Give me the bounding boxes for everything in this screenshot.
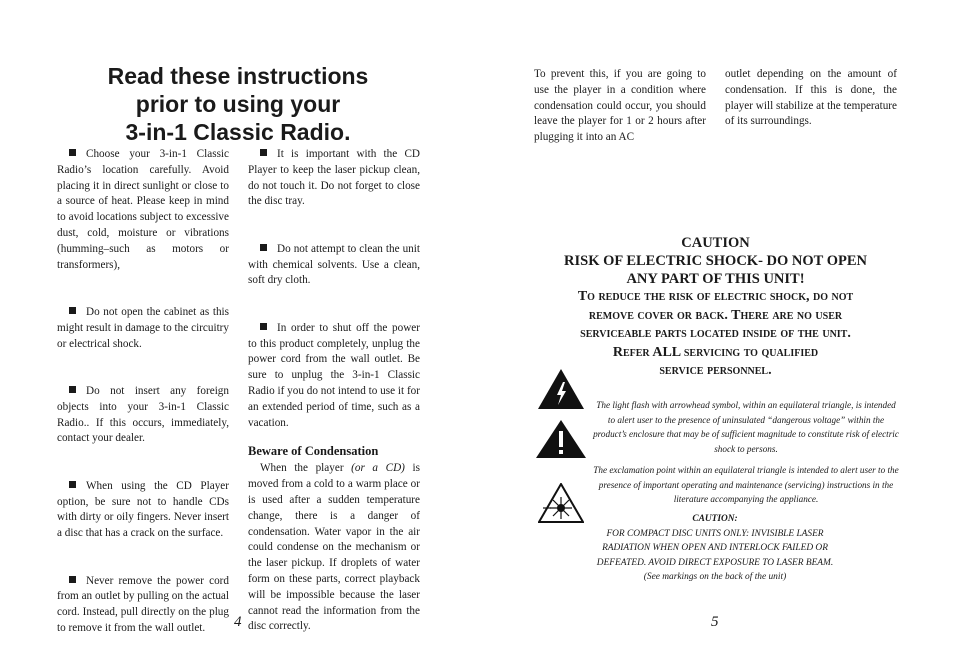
- laser-caution-line: DEFEATED. AVOID DIRECT EXPOSURE TO LASER BEAM.: [596, 557, 834, 568]
- caution-line: ANY PART OF THIS UNIT!: [626, 271, 805, 287]
- caution-block: [543, 234, 888, 381]
- lightning-warning-text: The light flash with arrowhead symbol, within an equilateral triangle, is intended to alert user to the presence of uninsulated “dangerous voltage” within the product’s enclosure that may be of sufficient magnitude to constitute risk of electric shock to persons.: [593, 400, 899, 454]
- square-bullet-icon: [69, 386, 76, 393]
- condensation-paragraph: When the player (or a CD) is moved from a cold to a warm place or is used after a sudden temperature change, there is a danger of condensation. Water vapor in the air could condense on the mechanism or the laser pickup. If droplets of water form on these parts, correct playback will be impossible because the laser cannot read the information from the disc correctly.: [248, 462, 420, 633]
- right-page: [477, 0, 954, 668]
- page-number: 4: [234, 614, 242, 630]
- caution-small-line: Refer ALL servicing to qualified: [612, 344, 819, 360]
- square-bullet-icon: [69, 307, 76, 314]
- condensation-heading: Beware of Condensation: [248, 444, 379, 459]
- title-line: prior to using your: [135, 91, 341, 117]
- square-bullet-icon: [69, 481, 76, 488]
- condensation-continued-col-1: To prevent this, if you are going to use the player in a condition where condensation could occur, you should leave the player for 1 or 2 hours after plugging it into an AC: [534, 68, 706, 144]
- square-bullet-icon: [260, 323, 267, 330]
- caution-small-line: service personnel.: [659, 363, 772, 379]
- page-title: [57, 62, 419, 146]
- page-number: 5: [711, 614, 719, 630]
- title-line: 3-in-1 Classic Radio.: [125, 119, 351, 145]
- laser-caution-line: RADIATION WHEN OPEN AND INTERLOCK FAILED OR: [602, 543, 828, 554]
- instruction-item: When using the CD Player option, be sure not to handle CDs with dirty or oily fingers. Never insert a disc that has a crack on the surface.: [57, 479, 229, 540]
- laser-caution-line: FOR COMPACT DISC UNITS ONLY: INVISIBLE LASER: [606, 528, 824, 539]
- laser-starburst-icon: [538, 483, 584, 523]
- caution-line: RISK OF ELECTRIC SHOCK- DO NOT OPEN: [564, 253, 867, 269]
- lightning-triangle-icon: [537, 368, 585, 410]
- exclamation-warning-text: The exclamation point within an equilateral triangle is intended to alert user to the presence of important operating and maintenance (servicing) instructions in the literature accompanying the appliance.: [593, 465, 899, 505]
- laser-caution: [585, 512, 845, 585]
- square-bullet-icon: [260, 244, 267, 251]
- caution-small-line: remove cover or back. There are no user: [588, 307, 843, 323]
- condensation-continued-col-2: outlet depending on the amount of condensation. If this is done, the player will stabilize at the temperature of its surroundings.: [725, 68, 897, 128]
- instruction-item: Do not insert any foreign objects into your 3-in-1 Classic Radio.. If this occurs, immediately, contact your dealer.: [57, 384, 229, 445]
- instruction-item: It is important with the CD Player to keep the laser pickup clean, do not touch it. Do not forget to close the disc tray.: [248, 148, 420, 208]
- caution-small-line: serviceable parts located inside of the unit.: [580, 326, 851, 342]
- exclamation-triangle-icon: [536, 420, 586, 458]
- laser-caution-line: (See markings on the back of the unit): [643, 572, 787, 583]
- square-bullet-icon: [69, 149, 76, 156]
- instruction-item: Choose your 3-in-1 Classic Radio’s location carefully. Avoid placing it in direct sunlight or close to a source of heat. Please keep in mind to avoid locations subject to excessive dust, cold, moisture or vibrations (humming–such as motors or transformers),: [57, 148, 229, 271]
- instruction-item: Never remove the power cord from an outlet by pulling on the actual cord. Instead, pull directly on the plug to remove it from the wall outlet.: [57, 574, 229, 634]
- laser-caution-heading: CAUTION:: [692, 514, 738, 524]
- instructions-column-2: [248, 147, 420, 635]
- instruction-item: In order to shut off the power to this product completely, unplug the power cord from the wall outlet. Be sure to unplug the 3-in-1 Classic Radio if you do not intend to use it for an extended period of time, such as a vacation.: [248, 321, 420, 429]
- caution-title: CAUTION: [681, 235, 750, 251]
- title-line: Read these instructions: [107, 63, 369, 89]
- instruction-item: Do not attempt to clean the unit with chemical solvents. Use a clean, soft dry cloth.: [248, 242, 420, 287]
- square-bullet-icon: [260, 149, 267, 156]
- caution-small-line: To reduce the risk of electric shock, do not: [577, 289, 854, 304]
- instructions-column-1: [57, 147, 229, 637]
- instruction-item: Do not open the cabinet as this might result in damage to the circuitry or electrical shock.: [57, 305, 229, 350]
- square-bullet-icon: [69, 576, 76, 583]
